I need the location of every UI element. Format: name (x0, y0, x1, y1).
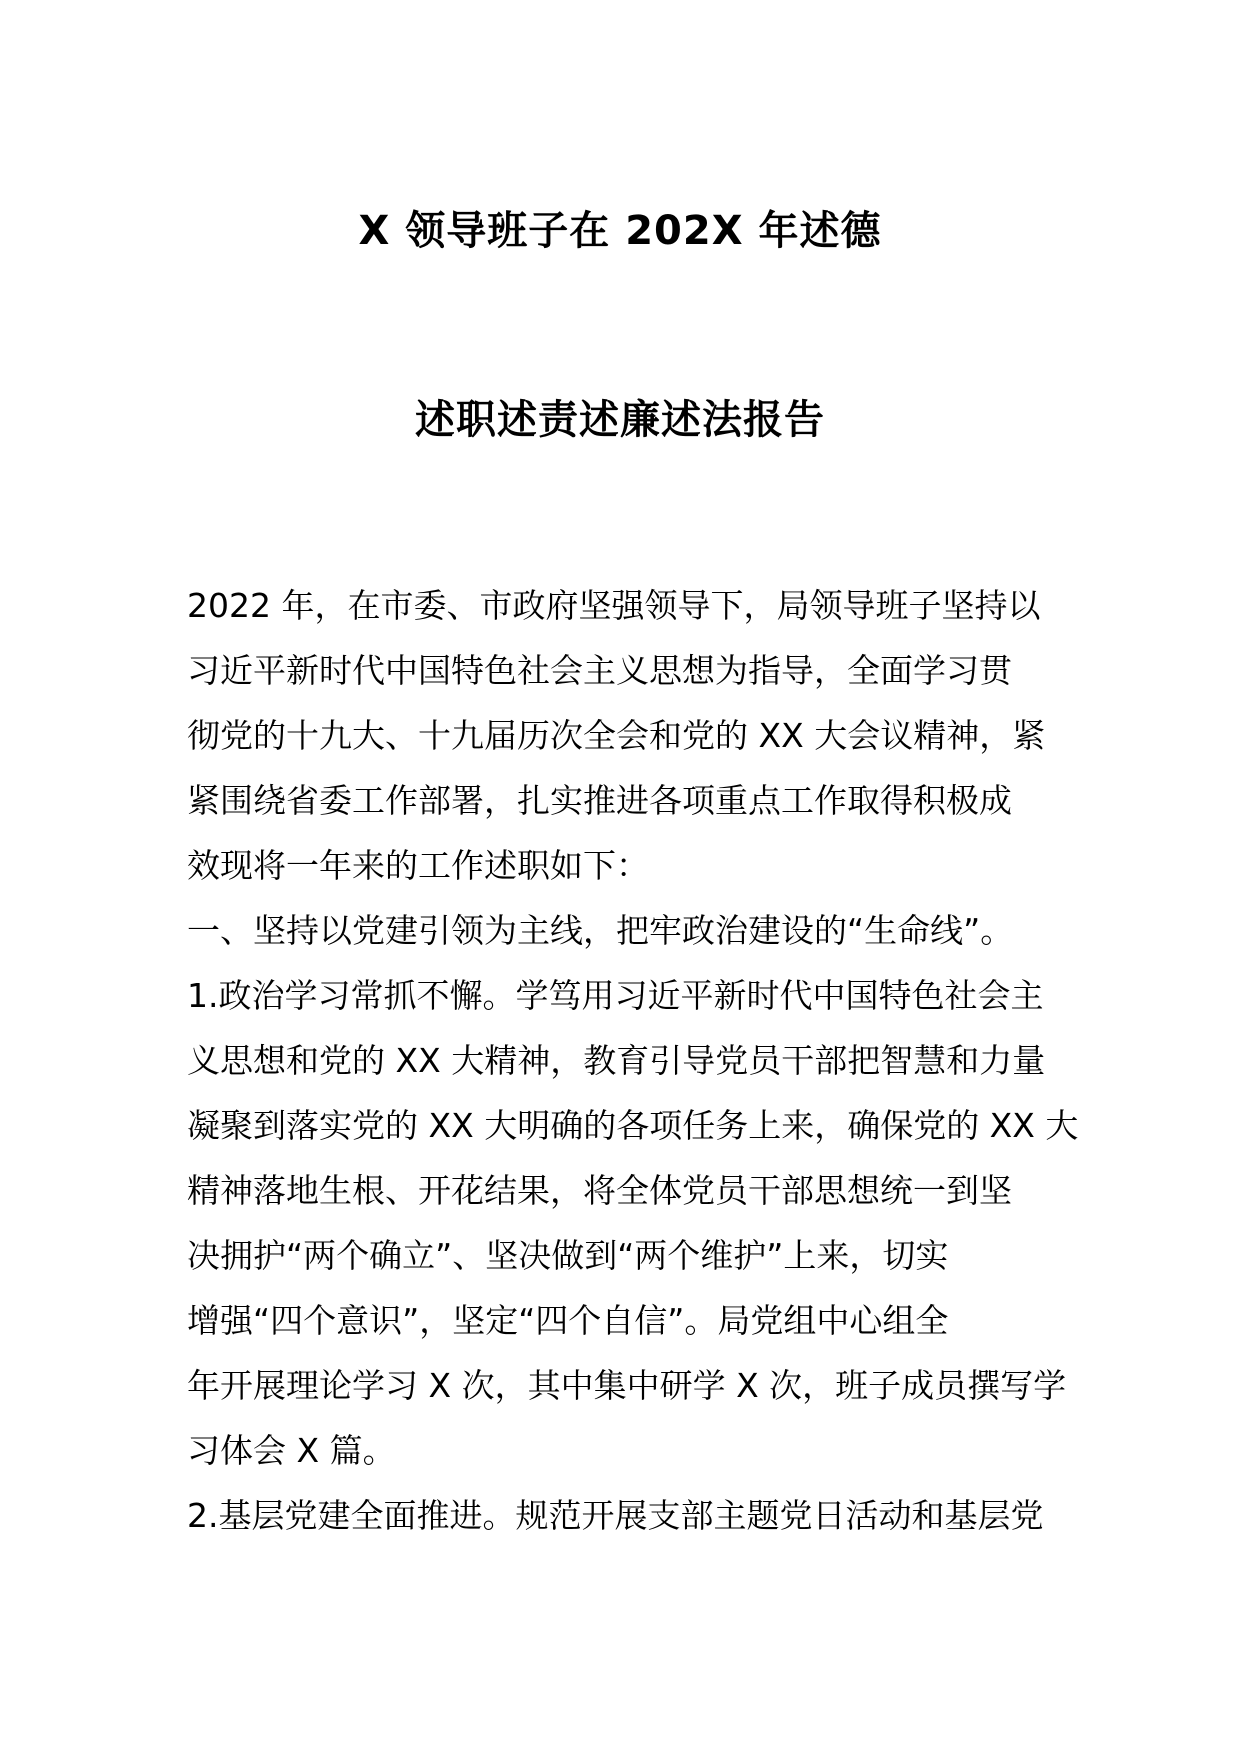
body-line: 决拥护“两个确立”、坚决做到“两个维护”上来，切实 (187, 1236, 949, 1275)
body-line: 凝聚到落实党的 XX 大明确的各项任务上来，确保党的 XX 大 (187, 1106, 1079, 1145)
body-line: 2.基层党建全面推进。规范开展支部主题党日活动和基层党 (187, 1496, 1044, 1535)
body-line: 习体会 X 篇。 (187, 1431, 396, 1470)
body-line: 效现将一年来的工作述职如下： (187, 846, 649, 885)
body-line: 2022 年，在市委、市政府坚强领导下，局领导班子坚持以 (187, 586, 1041, 625)
section-heading-1: 一、坚持以党建引领为主线，把牢政治建设的“生命线”。 (187, 911, 1014, 950)
document-title-line-1: X 领导班子在 202X 年述德 (358, 208, 882, 254)
body-line: 紧围绕省委工作部署，扎实推进各项重点工作取得积极成 (187, 781, 1012, 820)
body-line: 精神落地生根、开花结果，将全体党员干部思想统一到坚 (187, 1171, 1012, 1210)
body-line: 义思想和党的 XX 大精神，教育引导党员干部把智慧和力量 (187, 1041, 1046, 1080)
body-line: 彻党的十九大、十九届历次全会和党的 XX 大会议精神，紧 (187, 716, 1046, 755)
body-line: 1.政治学习常抓不懈。学笃用习近平新时代中国特色社会主 (187, 976, 1044, 1015)
body-line: 习近平新时代中国特色社会主义思想为指导，全面学习贯 (187, 651, 1012, 690)
body-line: 增强“四个意识”，坚定“四个自信”。局党组中心组全 (187, 1301, 949, 1340)
body-line: 年开展理论学习 X 次，其中集中研学 X 次，班子成员撰写学 (187, 1366, 1067, 1405)
document-title-line-2: 述职述责述廉述法报告 (415, 397, 825, 443)
document-body (187, 573, 1079, 1548)
